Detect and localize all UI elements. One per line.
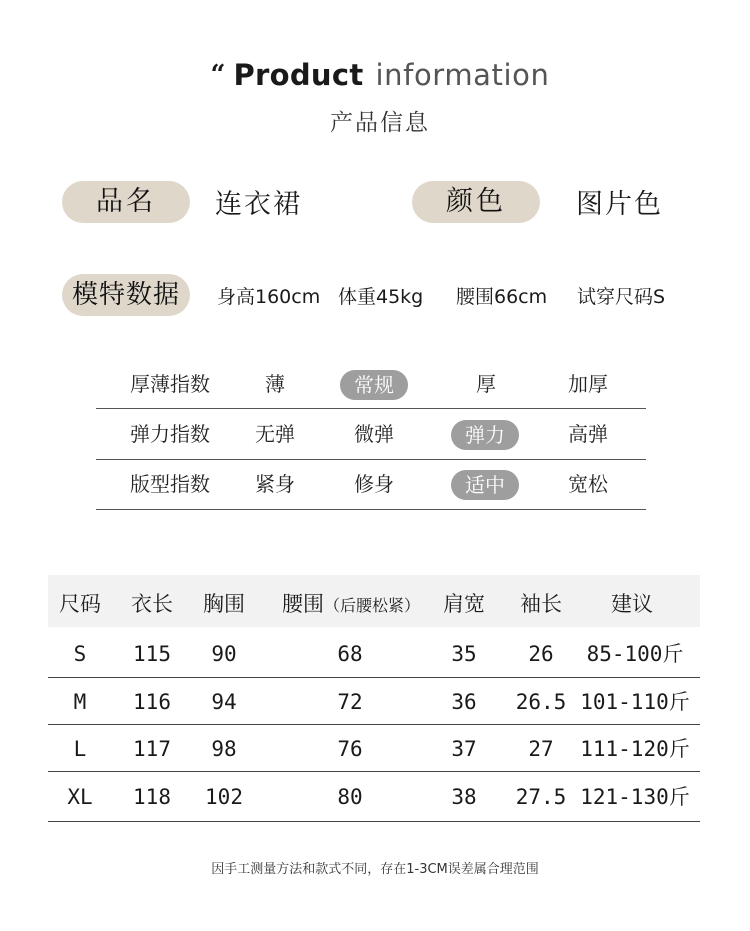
cell-waist: 76	[337, 737, 363, 761]
color-label-pill: 颜色	[412, 181, 540, 223]
cell-length: 115	[133, 642, 171, 666]
cell-chest: 102	[205, 785, 243, 809]
cell-chest: 98	[211, 737, 237, 761]
divider	[48, 821, 700, 822]
cell-waist: 80	[337, 785, 363, 809]
header-suggest: 建议	[611, 592, 653, 616]
header-waist-note: （后腰松紧）	[323, 596, 420, 615]
cell-size: M	[73, 690, 87, 714]
title-light: information	[375, 58, 550, 92]
cell-length: 117	[133, 737, 171, 761]
thickness-option: 厚	[476, 372, 496, 396]
name-label-pill: 品名	[62, 181, 190, 223]
elasticity-option: 无弹	[255, 422, 295, 446]
cell-suggest: 101-110斤	[580, 690, 690, 714]
fit-option: 宽松	[568, 472, 608, 496]
elasticity-row	[96, 409, 646, 459]
thickness-option: 薄	[265, 372, 285, 396]
model-size: 试穿尺码S	[577, 286, 666, 308]
header-size: 尺码	[59, 592, 101, 616]
cell-suggest: 121-130斤	[580, 785, 690, 809]
fit-row	[96, 459, 646, 509]
cell-size: S	[73, 642, 87, 666]
footnote: 因手工测量方法和款式不同，存在1-3CM误差属合理范围	[211, 862, 539, 877]
header-waist-label: 腰围	[281, 592, 324, 616]
name-value: 连衣裙	[215, 189, 302, 220]
elasticity-label: 弹力指数	[130, 422, 210, 446]
table-row	[48, 772, 700, 820]
header-chest: 胸围	[203, 592, 245, 616]
title-bold: Product	[233, 58, 364, 92]
color-value: 图片色	[576, 189, 663, 220]
cell-sleeve: 26	[528, 642, 554, 666]
cell-sleeve: 27.5	[515, 785, 567, 809]
table-row	[48, 724, 700, 772]
fit-option: 修身	[354, 472, 394, 496]
size-table-header	[48, 575, 700, 627]
cell-size: XL	[67, 785, 93, 809]
header-shoulder: 肩宽	[443, 592, 485, 616]
elasticity-option: 微弹	[354, 422, 394, 446]
header-sleeve: 袖长	[520, 592, 562, 616]
model-waist: 腰围66cm	[456, 286, 548, 308]
model-height: 身高160cm	[217, 286, 321, 308]
cell-suggest: 111-120斤	[580, 737, 690, 761]
cell-waist: 72	[337, 690, 363, 714]
elasticity-option-selected: 弹力	[451, 420, 519, 450]
page-subtitle: 产品信息	[330, 110, 430, 136]
header-waist	[262, 575, 440, 627]
thickness-label: 厚薄指数	[130, 372, 210, 396]
fit-option: 紧身	[255, 472, 295, 496]
table-row	[48, 629, 700, 677]
cell-shoulder: 36	[451, 690, 477, 714]
cell-shoulder: 35	[451, 642, 477, 666]
header-length: 衣长	[131, 592, 173, 616]
quote-mark: “	[210, 60, 226, 90]
cell-size: L	[73, 737, 87, 761]
table-row	[48, 677, 700, 725]
page-title	[0, 55, 750, 95]
elasticity-option: 高弹	[568, 422, 608, 446]
cell-sleeve: 26.5	[515, 690, 567, 714]
fit-option-selected: 适中	[451, 470, 519, 500]
thickness-row	[96, 359, 646, 409]
thickness-option-selected: 常规	[340, 370, 408, 400]
cell-length: 116	[133, 690, 171, 714]
model-label-pill: 模特数据	[62, 274, 190, 316]
cell-length: 118	[133, 785, 171, 809]
cell-suggest: 85-100斤	[586, 642, 684, 666]
thickness-option: 加厚	[568, 372, 608, 396]
cell-chest: 90	[211, 642, 237, 666]
divider	[96, 509, 646, 510]
model-weight: 体重45kg	[338, 286, 424, 308]
cell-chest: 94	[211, 690, 237, 714]
cell-shoulder: 37	[451, 737, 477, 761]
fit-label: 版型指数	[130, 472, 210, 496]
cell-shoulder: 38	[451, 785, 477, 809]
cell-waist: 68	[337, 642, 363, 666]
cell-sleeve: 27	[528, 737, 554, 761]
